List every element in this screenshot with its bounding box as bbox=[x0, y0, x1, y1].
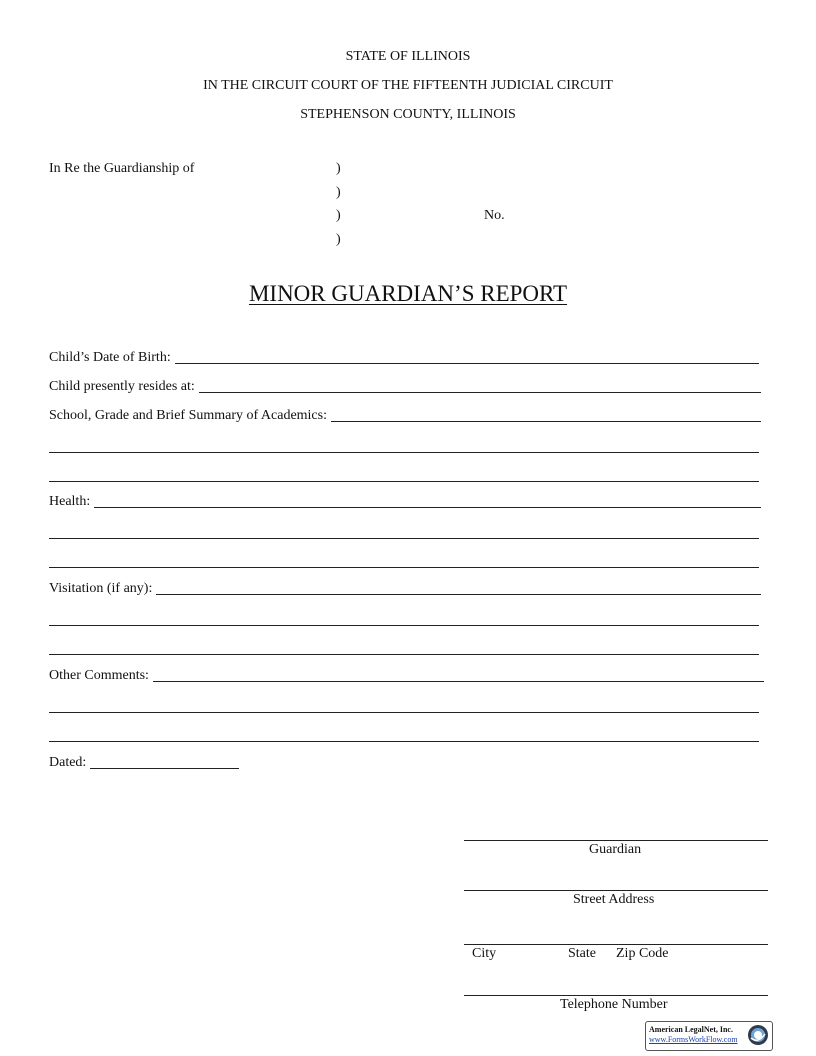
visitation-input-line[interactable] bbox=[156, 579, 761, 595]
other-comments-continuation-line[interactable] bbox=[49, 712, 759, 713]
guardian-label: Guardian bbox=[589, 842, 642, 857]
school-summary-input-line[interactable] bbox=[331, 406, 761, 422]
child-residence-field[interactable] bbox=[49, 376, 761, 396]
zip-code-label: Zip Code bbox=[616, 946, 669, 961]
other-comments-field[interactable] bbox=[49, 665, 764, 685]
logo-text-block bbox=[649, 1025, 738, 1045]
health-input-line[interactable] bbox=[94, 492, 761, 508]
telephone-label: Telephone Number bbox=[560, 997, 668, 1012]
health-continuation-line[interactable] bbox=[49, 567, 759, 568]
child-residence-input-line[interactable] bbox=[199, 377, 761, 393]
health-label: Health: bbox=[49, 494, 91, 509]
school-summary-continuation-line[interactable] bbox=[49, 481, 759, 482]
visitation-field[interactable] bbox=[49, 578, 761, 598]
dated-field[interactable] bbox=[49, 752, 239, 772]
caption-paren: ) bbox=[336, 208, 341, 223]
logo-company-name: American LegalNet, Inc. bbox=[649, 1025, 733, 1034]
child-dob-field[interactable] bbox=[49, 347, 759, 367]
court-state-heading: STATE OF ILLINOIS bbox=[345, 49, 471, 64]
dated-label: Dated: bbox=[49, 755, 87, 770]
school-summary-field[interactable] bbox=[49, 405, 761, 425]
city-label: City bbox=[472, 946, 497, 961]
dated-input-line[interactable] bbox=[90, 753, 239, 769]
street-address-label: Street Address bbox=[573, 892, 655, 907]
visitation-continuation-line[interactable] bbox=[49, 625, 759, 626]
formsworkflow-logo-icon bbox=[747, 1024, 769, 1046]
american-legalnet-logo[interactable] bbox=[645, 1021, 773, 1051]
visitation-continuation-line[interactable] bbox=[49, 654, 759, 655]
school-summary-label: School, Grade and Brief Summary of Academics: bbox=[49, 408, 327, 423]
school-summary-continuation-line[interactable] bbox=[49, 452, 759, 453]
child-dob-input-line[interactable] bbox=[175, 348, 759, 364]
visitation-label: Visitation (if any): bbox=[49, 581, 153, 596]
child-residence-label: Child presently resides at: bbox=[49, 379, 195, 394]
case-number-label: No. bbox=[484, 208, 505, 223]
health-field[interactable] bbox=[49, 491, 761, 511]
report-title: MINOR GUARDIAN’S REPORT bbox=[248, 281, 568, 306]
other-comments-label: Other Comments: bbox=[49, 668, 149, 683]
logo-website-link[interactable]: www.FormsWorkFlow.com bbox=[649, 1035, 738, 1044]
child-dob-label: Child’s Date of Birth: bbox=[49, 350, 171, 365]
caption-paren: ) bbox=[336, 232, 341, 247]
in-re-guardianship-label: In Re the Guardianship of bbox=[49, 161, 195, 176]
health-continuation-line[interactable] bbox=[49, 538, 759, 539]
state-label: State bbox=[568, 946, 596, 961]
court-county-heading: STEPHENSON COUNTY, ILLINOIS bbox=[300, 107, 516, 122]
court-circuit-heading: IN THE CIRCUIT COURT OF THE FIFTEENTH JUDICIAL CIRCUIT bbox=[203, 78, 613, 93]
other-comments-input-line[interactable] bbox=[153, 666, 764, 682]
caption-paren: ) bbox=[336, 185, 341, 200]
report-title-wrapper bbox=[0, 280, 816, 308]
other-comments-continuation-line[interactable] bbox=[49, 741, 759, 742]
caption-paren: ) bbox=[336, 161, 341, 176]
